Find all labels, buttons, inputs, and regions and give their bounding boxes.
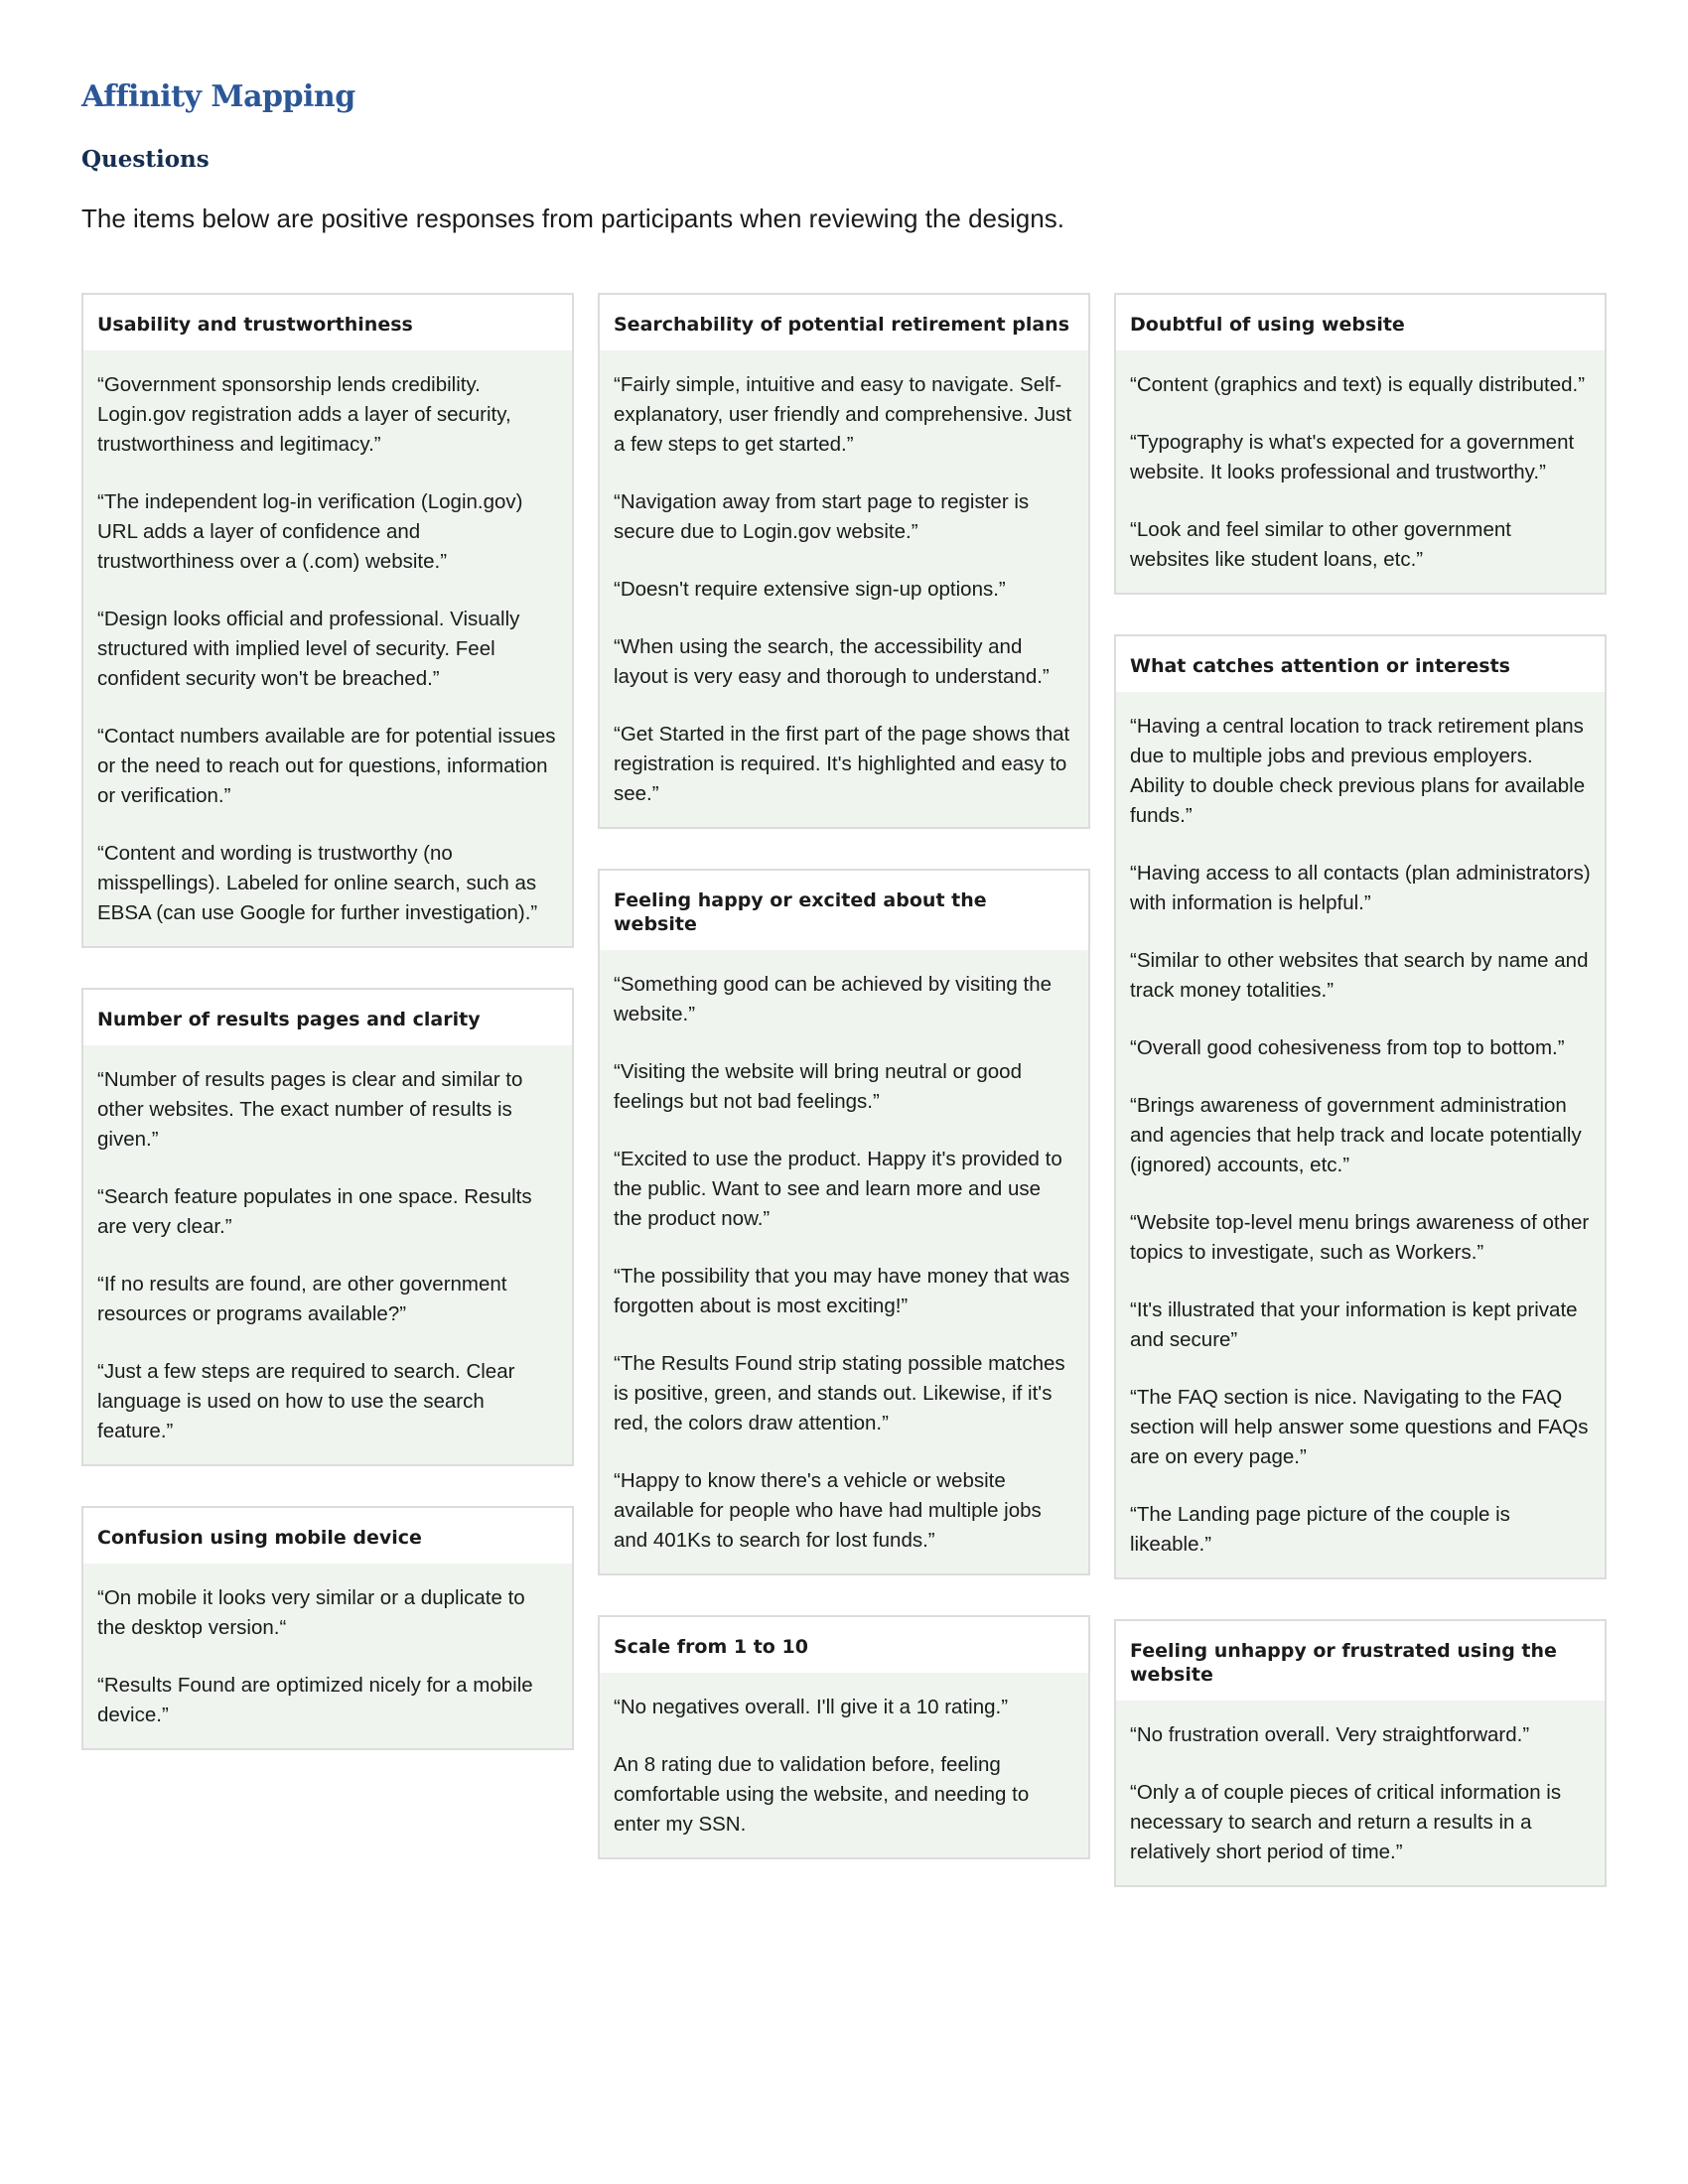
page-title: Affinity Mapping <box>81 79 355 114</box>
card-heading: Searchability of potential retirement plans <box>600 295 1088 350</box>
affinity-card <box>81 1506 574 1750</box>
card-body <box>600 950 1088 1573</box>
participant-quote: “The possibility that you may have money that was forgotten about is most exciting!” <box>614 1265 1070 1317</box>
participant-quote: “Just a few steps are required to search. Clear language is used on how to use the search feature.” <box>97 1360 515 1442</box>
card-body <box>83 350 572 946</box>
participant-quote: “Visiting the website will bring neutral or good feelings but not bad feelings.” <box>614 1060 1022 1113</box>
card-heading: Feeling unhappy or frustrated using the website <box>1116 1621 1605 1701</box>
participant-quote: “Content and wording is trustworthy (no misspellings). Labeled for online search, such as EBSA (can use Google for further investigation).” <box>97 842 538 924</box>
card-heading: What catches attention or interests <box>1116 636 1605 692</box>
participant-quote: “Design looks official and professional. Visually structured with implied level of security. Feel confident security won't be breached.” <box>97 608 520 690</box>
participant-quote: “The FAQ section is nice. Navigating to the FAQ section will help answer some questions and FAQs are on every page.” <box>1130 1386 1589 1468</box>
participant-quote: “Content (graphics and text) is equally distributed.” <box>1130 373 1586 396</box>
participant-quote: “Brings awareness of government administration and agencies that help track and locate potentially (ignored) accounts, etc.” <box>1130 1094 1582 1176</box>
participant-quote: “Having a central location to track retirement plans due to multiple jobs and previous employers. Ability to double check previous plans for available funds.” <box>1130 715 1586 827</box>
participant-quote: “Typography is what's expected for a government website. It looks professional and trustworthy.” <box>1130 431 1575 483</box>
participant-quote: “On mobile it looks very similar or a duplicate to the desktop version.“ <box>97 1586 525 1639</box>
affinity-card <box>598 869 1090 1575</box>
participant-quote: “Overall good cohesiveness from top to bottom.” <box>1130 1036 1565 1059</box>
participant-quote: “Search feature populates in one space. Results are very clear.” <box>97 1185 532 1238</box>
participant-quote: “Something good can be achieved by visiting the website.” <box>614 973 1053 1025</box>
column-left <box>81 293 574 1790</box>
affinity-card <box>598 293 1090 829</box>
card-body <box>600 1673 1088 1857</box>
card-heading: Scale from 1 to 10 <box>600 1617 1088 1673</box>
participant-quote: “Similar to other websites that search by name and track money totalities.” <box>1130 949 1589 1002</box>
participant-quote: “Number of results pages is clear and similar to other websites. The exact number of results is given.” <box>97 1068 523 1151</box>
card-body <box>83 1564 572 1748</box>
participant-quote: “Results Found are optimized nicely for a mobile device.” <box>97 1674 533 1726</box>
participant-quote: “No negatives overall. I'll give it a 10 rating.” <box>614 1696 1009 1718</box>
participant-quote: “Excited to use the product. Happy it's provided to the public. Want to see and learn more and use the product now.” <box>614 1148 1062 1230</box>
participant-quote: An 8 rating due to validation before, feeling comfortable using the website, and needing to enter my SSN. <box>614 1753 1030 1836</box>
card-body <box>83 1045 572 1464</box>
affinity-card <box>598 1615 1090 1859</box>
participant-quote: “Government sponsorship lends credibility. Login.gov registration adds a layer of security, trustworthiness and legitimacy.” <box>97 373 511 456</box>
card-heading: Feeling happy or excited about the website <box>600 871 1088 950</box>
affinity-card <box>1114 1619 1607 1887</box>
participant-quote: “Only a of couple pieces of critical information is necessary to search and return a results in a relatively short period of time.” <box>1130 1781 1562 1863</box>
card-heading: Usability and trustworthiness <box>83 295 572 350</box>
participant-quote: “When using the search, the accessibility and layout is very easy and thorough to understand.” <box>614 635 1050 688</box>
participant-quote: “The Landing page picture of the couple is likeable.” <box>1130 1503 1510 1556</box>
participant-quote: “Having access to all contacts (plan administrators) with information is helpful.” <box>1130 862 1591 914</box>
card-body <box>1116 1701 1605 1885</box>
column-right <box>1114 293 1607 1927</box>
affinity-card <box>1114 634 1607 1579</box>
participant-quote: “Look and feel similar to other government websites like student loans, etc.” <box>1130 518 1512 571</box>
participant-quote: “If no results are found, are other government resources or programs available?” <box>97 1273 507 1325</box>
affinity-card <box>81 988 574 1466</box>
participant-quote: “The Results Found strip stating possible matches is positive, green, and stands out. Likewise, if it's red, the colors draw attention.” <box>614 1352 1065 1434</box>
participant-quote: “Contact numbers available are for potential issues or the need to reach out for questions, information or verification.” <box>97 725 556 807</box>
participant-quote: “Fairly simple, intuitive and easy to navigate. Self-explanatory, user friendly and comprehensive. Just a few steps to get started.” <box>614 373 1072 456</box>
participant-quote: “Doesn't require extensive sign-up options.” <box>614 578 1006 601</box>
affinity-card <box>1114 293 1607 595</box>
card-heading: Number of results pages and clarity <box>83 990 572 1045</box>
participant-quote: “Navigation away from start page to register is secure due to Login.gov website.” <box>614 490 1030 543</box>
card-heading: Doubtful of using website <box>1116 295 1605 350</box>
card-body <box>600 350 1088 827</box>
intro-text: The items below are positive responses from participants when reviewing the designs. <box>81 204 1064 233</box>
participant-quote: “Website top-level menu brings awareness of other topics to investigate, such as Workers.” <box>1130 1211 1590 1264</box>
participant-quote: “The independent log-in verification (Login.gov) URL adds a layer of confidence and trustworthiness over a (.com) website.” <box>97 490 523 573</box>
card-heading: Confusion using mobile device <box>83 1508 572 1564</box>
participant-quote: “Happy to know there's a vehicle or website available for people who have had multiple jobs and 401Ks to search for lost funds.” <box>614 1469 1042 1552</box>
page-subtitle: Questions <box>81 146 210 173</box>
affinity-card <box>81 293 574 948</box>
card-body <box>1116 350 1605 593</box>
card-body <box>1116 692 1605 1577</box>
participant-quote: “It's illustrated that your information is kept private and secure” <box>1130 1298 1578 1351</box>
participant-quote: “Get Started in the first part of the page shows that registration is required. It's highlighted and easy to see.” <box>614 723 1070 805</box>
column-middle <box>598 293 1090 1899</box>
participant-quote: “No frustration overall. Very straightforward.” <box>1130 1723 1530 1746</box>
